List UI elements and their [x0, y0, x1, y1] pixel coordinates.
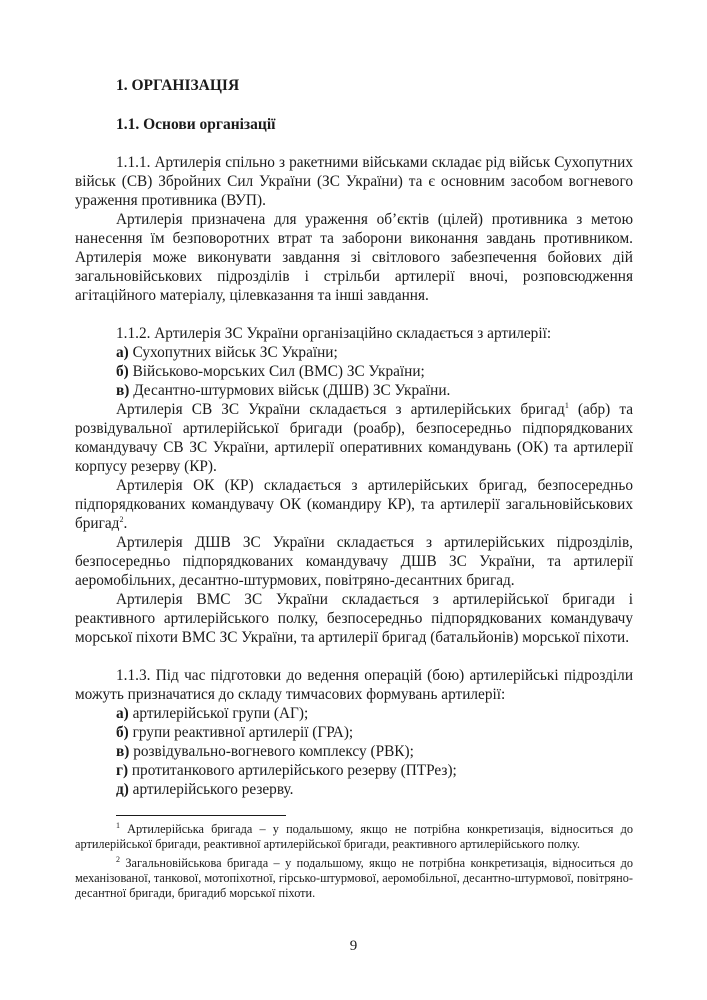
paragraph-dshv-artillery: Артилерія ДШВ ЗС України складається з артилерійських підрозділів, безпосередньо підпорядкованих командувачу ДШВ ЗС України, та артилерії аеромобільних, десантно-штурмових, повітряно-десантних бригад. [75, 534, 633, 589]
list-item [116, 704, 633, 723]
list-item-text: артилерійського резерву. [132, 781, 294, 798]
list-item [116, 343, 633, 362]
paragraph-ok-artillery [75, 476, 633, 533]
list-item [116, 742, 633, 761]
list-marker: д) [116, 781, 129, 798]
paragraph-text: Артилерія СВ ЗС України складається з артилерійських бригад [116, 401, 565, 418]
paragraph-1-1-1: 1.1.1. Артилерія спільно з ракетними військами складає рід військ Сухопутних військ (СВ) Збройних Сил України (ЗС України) та є основним засобом вогневого ураження противника (ВУП). [75, 154, 633, 209]
list-item-text: артилерійської групи (АГ); [132, 705, 309, 722]
list-marker: б) [116, 724, 129, 741]
paragraph-sv-artillery [75, 400, 633, 476]
footnote-text: Загальновійськова бригада – у подальшому, якщо не потрібна конкретизація, відноситься до механізованої, танкової, мотопіхотної, гірсько-штурмової, аеромобільної, десантно-штурмової, повітряно-десантної бригади, бригадиб морської піхоти. [75, 856, 633, 900]
list-marker: в) [116, 382, 130, 399]
list-marker: г) [116, 762, 129, 779]
footnote-ref-1: 1 [564, 400, 569, 410]
section-heading: 1.1. Основи організації [116, 116, 276, 133]
list-1-1-2 [75, 343, 633, 400]
list-item [116, 381, 633, 400]
list-item [116, 761, 633, 780]
paragraph-text: Артилерія ОК (КР) складається з артилерійських бригад, безпосередньо підпорядкованих командувачу ОК (командиру КР), та артилерії загальновійськових бригад [75, 477, 633, 532]
footnote-text: Артилерійська бригада – у подальшому, якщо не потрібна конкретизація, відноситься до артилерійської бригади, реактивної артилерійської бригади, реактивного артилерійського полку. [75, 822, 633, 851]
list-item [116, 780, 633, 799]
list-marker: в) [116, 743, 130, 760]
paragraph-text: (абр) та розвідувальної артилерійської бригади (роабр), безпосередньо підпорядкованих командувачу СВ ЗС України, артилерії оперативних командувань (ОК) та артилерії корпусу резерву (КР). [75, 401, 633, 475]
list-item [116, 723, 633, 742]
footnote-ref-2: 2 [119, 514, 124, 524]
list-marker: а) [116, 344, 129, 361]
paragraph-1-1-2-intro: 1.1.2. Артилерія ЗС України організаційно складається з артилерії: [116, 325, 552, 342]
paragraph-purpose: Артилерія призначена для ураження об’єктів (цілей) противника з метою нанесення їм безповоротних втрат та заборони виконання завдань противником. Артилерія може виконувати завдання зі світлового забезпечення бойових дій загальновійськових підрозділів і стрільби артилерії вночі, розповсюдження агітаційного матеріалу, цілевказання та інші завдання. [75, 211, 633, 304]
footnotes [75, 822, 633, 905]
footnote-divider [116, 815, 286, 816]
list-item-text: Десантно-штурмових військ (ДШВ) ЗС України. [133, 382, 451, 399]
list-item-text: Військово-морських Сил (ВМС) ЗС України; [132, 363, 425, 380]
list-marker: а) [116, 705, 129, 722]
footnote-2 [75, 856, 633, 901]
list-item [116, 362, 633, 381]
list-marker: б) [116, 363, 129, 380]
page-number: 9 [349, 938, 358, 954]
list-item-text: групи реактивної артилерії (ГРА); [132, 724, 354, 741]
list-item-text: протитанкового артилерійського резерву (ПТРез); [131, 762, 457, 779]
footnote-1 [75, 822, 633, 852]
list-item-text: розвідувально-вогневого комплексу (РВК); [133, 743, 414, 760]
footnote-mark: 1 [116, 820, 120, 830]
main-text [75, 76, 633, 799]
footnote-mark: 2 [116, 854, 120, 864]
paragraph-1-1-3-intro: 1.1.3. Під час підготовки до ведення операцій (бою) артилерійські підрозділи можуть призначатися до складу тимчасових формувань артилерії: [75, 667, 633, 703]
paragraph-text: . [123, 515, 128, 532]
paragraph-vms-artillery: Артилерія ВМС ЗС України складається з артилерійської бригади і реактивного артилерійського полку, безпосередньо підпорядкованих командувачу морської піхоти ВМС ЗС України, та артилерії бригад (батальйонів) морської піхоти. [75, 591, 633, 646]
list-1-1-3 [75, 704, 633, 799]
list-item-text: Сухопутних військ ЗС України; [132, 344, 338, 361]
chapter-heading: 1. ОРГАНІЗАЦІЯ [116, 77, 240, 94]
